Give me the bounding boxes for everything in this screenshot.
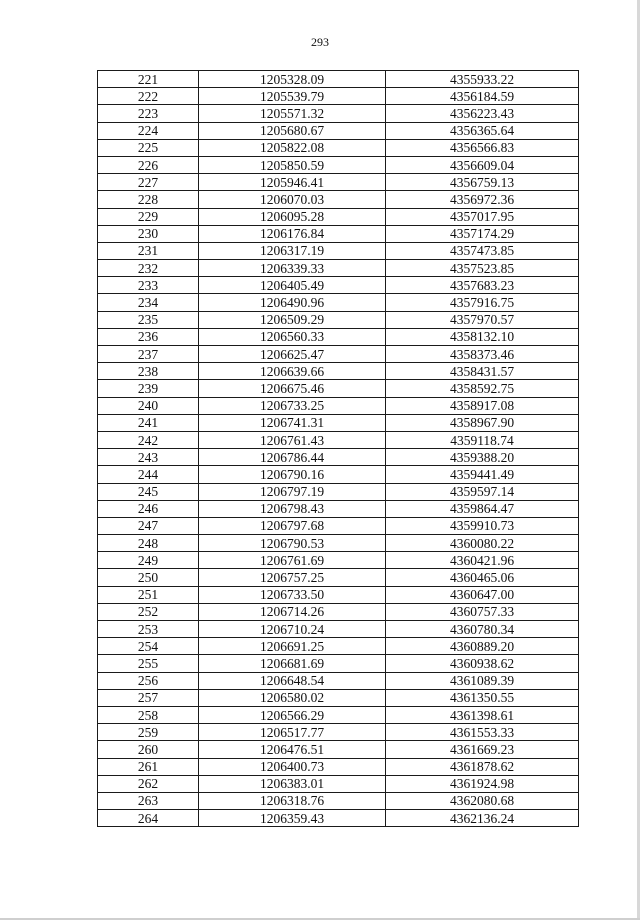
x-coordinate-cell: 1206797.68 [199,517,386,534]
table-row [98,311,579,328]
x-coordinate-cell: 1206317.19 [199,242,386,259]
point-number-cell: 255 [98,655,199,672]
x-coordinate-cell: 1206339.33 [199,260,386,277]
y-coordinate-cell: 4358373.46 [386,346,579,363]
point-number-cell: 239 [98,380,199,397]
y-coordinate-cell: 4357473.85 [386,242,579,259]
point-number-cell: 246 [98,500,199,517]
y-coordinate-cell: 4360647.00 [386,586,579,603]
point-number-cell: 233 [98,277,199,294]
table-row [98,139,579,156]
x-coordinate-cell: 1206797.19 [199,483,386,500]
table-row [98,569,579,586]
table-row [98,603,579,620]
y-coordinate-cell: 4359118.74 [386,431,579,448]
x-coordinate-cell: 1206761.43 [199,431,386,448]
table-row [98,105,579,122]
x-coordinate-cell: 1206566.29 [199,706,386,723]
y-coordinate-cell: 4359864.47 [386,500,579,517]
point-number-cell: 248 [98,535,199,552]
x-coordinate-cell: 1206733.25 [199,397,386,414]
x-coordinate-cell: 1205680.67 [199,122,386,139]
x-coordinate-cell: 1206490.96 [199,294,386,311]
y-coordinate-cell: 4360080.22 [386,535,579,552]
point-number-cell: 249 [98,552,199,569]
point-number-cell: 226 [98,156,199,173]
y-coordinate-cell: 4360465.06 [386,569,579,586]
x-coordinate-cell: 1206580.02 [199,689,386,706]
point-number-cell: 228 [98,191,199,208]
point-number-cell: 259 [98,724,199,741]
table-row [98,71,579,88]
point-number-cell: 241 [98,414,199,431]
point-number-cell: 240 [98,397,199,414]
point-number-cell: 243 [98,449,199,466]
y-coordinate-cell: 4356972.36 [386,191,579,208]
y-coordinate-cell: 4356365.64 [386,122,579,139]
x-coordinate-cell: 1206560.33 [199,328,386,345]
y-coordinate-cell: 4357683.23 [386,277,579,294]
table-row [98,414,579,431]
x-coordinate-cell: 1205539.79 [199,88,386,105]
point-number-cell: 261 [98,758,199,775]
x-coordinate-cell: 1206675.46 [199,380,386,397]
x-coordinate-cell: 1206176.84 [199,225,386,242]
y-coordinate-cell: 4356223.43 [386,105,579,122]
y-coordinate-cell: 4355933.22 [386,71,579,88]
point-number-cell: 227 [98,174,199,191]
point-number-cell: 224 [98,122,199,139]
table-row [98,741,579,758]
table-row [98,792,579,809]
x-coordinate-cell: 1206790.16 [199,466,386,483]
y-coordinate-cell: 4361089.39 [386,672,579,689]
y-coordinate-cell: 4359910.73 [386,517,579,534]
x-coordinate-cell: 1206639.66 [199,363,386,380]
point-number-cell: 232 [98,260,199,277]
y-coordinate-cell: 4356759.13 [386,174,579,191]
point-number-cell: 254 [98,638,199,655]
table-row [98,397,579,414]
y-coordinate-cell: 4358967.90 [386,414,579,431]
x-coordinate-cell: 1206070.03 [199,191,386,208]
y-coordinate-cell: 4358132.10 [386,328,579,345]
x-coordinate-cell: 1206359.43 [199,810,386,827]
x-coordinate-cell: 1205946.41 [199,174,386,191]
table-row [98,810,579,827]
point-number-cell: 235 [98,311,199,328]
point-number-cell: 251 [98,586,199,603]
table-row [98,242,579,259]
y-coordinate-cell: 4360889.20 [386,638,579,655]
x-coordinate-cell: 1206648.54 [199,672,386,689]
x-coordinate-cell: 1206798.43 [199,500,386,517]
table-row [98,449,579,466]
table-row [98,431,579,448]
y-coordinate-cell: 4359388.20 [386,449,579,466]
table-row [98,277,579,294]
point-number-cell: 222 [98,88,199,105]
x-coordinate-cell: 1206476.51 [199,741,386,758]
y-coordinate-cell: 4356609.04 [386,156,579,173]
x-coordinate-cell: 1206741.31 [199,414,386,431]
point-number-cell: 229 [98,208,199,225]
y-coordinate-cell: 4360421.96 [386,552,579,569]
point-number-cell: 234 [98,294,199,311]
x-coordinate-cell: 1205850.59 [199,156,386,173]
table-row [98,775,579,792]
y-coordinate-cell: 4362080.68 [386,792,579,809]
table-row [98,517,579,534]
y-coordinate-cell: 4359597.14 [386,483,579,500]
table-row [98,156,579,173]
point-number-cell: 252 [98,603,199,620]
point-number-cell: 263 [98,792,199,809]
y-coordinate-cell: 4357916.75 [386,294,579,311]
point-number-cell: 237 [98,346,199,363]
x-coordinate-cell: 1206318.76 [199,792,386,809]
table-row [98,724,579,741]
point-number-cell: 225 [98,139,199,156]
point-number-cell: 230 [98,225,199,242]
table-row [98,500,579,517]
coordinates-table [97,70,579,827]
x-coordinate-cell: 1206681.69 [199,655,386,672]
table-row [98,328,579,345]
point-number-cell: 256 [98,672,199,689]
page-number: 293 [311,35,329,49]
point-number-cell: 247 [98,517,199,534]
y-coordinate-cell: 4356566.83 [386,139,579,156]
y-coordinate-cell: 4357017.95 [386,208,579,225]
table-row [98,758,579,775]
table-row [98,483,579,500]
y-coordinate-cell: 4361878.62 [386,758,579,775]
table-row [98,208,579,225]
coordinates-table-body [98,71,579,827]
point-number-cell: 260 [98,741,199,758]
x-coordinate-cell: 1206509.29 [199,311,386,328]
y-coordinate-cell: 4361669.23 [386,741,579,758]
point-number-cell: 244 [98,466,199,483]
x-coordinate-cell: 1206383.01 [199,775,386,792]
table-row [98,621,579,638]
point-number-cell: 253 [98,621,199,638]
table-row [98,638,579,655]
y-coordinate-cell: 4361553.33 [386,724,579,741]
table-row [98,191,579,208]
y-coordinate-cell: 4359441.49 [386,466,579,483]
x-coordinate-cell: 1206400.73 [199,758,386,775]
point-number-cell: 236 [98,328,199,345]
point-number-cell: 257 [98,689,199,706]
y-coordinate-cell: 4356184.59 [386,88,579,105]
x-coordinate-cell: 1206517.77 [199,724,386,741]
x-coordinate-cell: 1206714.26 [199,603,386,620]
table-row [98,586,579,603]
point-number-cell: 221 [98,71,199,88]
y-coordinate-cell: 4357970.57 [386,311,579,328]
x-coordinate-cell: 1206757.25 [199,569,386,586]
y-coordinate-cell: 4360938.62 [386,655,579,672]
x-coordinate-cell: 1206761.69 [199,552,386,569]
table-row [98,88,579,105]
table-row [98,672,579,689]
y-coordinate-cell: 4360780.34 [386,621,579,638]
y-coordinate-cell: 4361924.98 [386,775,579,792]
x-coordinate-cell: 1206790.53 [199,535,386,552]
table-row [98,689,579,706]
point-number-cell: 258 [98,706,199,723]
point-number-cell: 250 [98,569,199,586]
y-coordinate-cell: 4360757.33 [386,603,579,620]
point-number-cell: 242 [98,431,199,448]
table-row [98,655,579,672]
x-coordinate-cell: 1206733.50 [199,586,386,603]
point-number-cell: 223 [98,105,199,122]
point-number-cell: 231 [98,242,199,259]
x-coordinate-cell: 1206095.28 [199,208,386,225]
y-coordinate-cell: 4361350.55 [386,689,579,706]
y-coordinate-cell: 4358917.08 [386,397,579,414]
y-coordinate-cell: 4357523.85 [386,260,579,277]
table-row [98,294,579,311]
x-coordinate-cell: 1206786.44 [199,449,386,466]
point-number-cell: 238 [98,363,199,380]
point-number-cell: 262 [98,775,199,792]
x-coordinate-cell: 1205822.08 [199,139,386,156]
table-row [98,380,579,397]
y-coordinate-cell: 4358431.57 [386,363,579,380]
table-row [98,225,579,242]
table-row [98,260,579,277]
y-coordinate-cell: 4358592.75 [386,380,579,397]
table-row [98,122,579,139]
table-row [98,552,579,569]
y-coordinate-cell: 4357174.29 [386,225,579,242]
x-coordinate-cell: 1205571.32 [199,105,386,122]
x-coordinate-cell: 1206691.25 [199,638,386,655]
table-row [98,346,579,363]
table-row [98,363,579,380]
table-row [98,466,579,483]
point-number-cell: 264 [98,810,199,827]
x-coordinate-cell: 1205328.09 [199,71,386,88]
table-row [98,535,579,552]
x-coordinate-cell: 1206710.24 [199,621,386,638]
point-number-cell: 245 [98,483,199,500]
table-row [98,174,579,191]
x-coordinate-cell: 1206405.49 [199,277,386,294]
table-row [98,706,579,723]
y-coordinate-cell: 4362136.24 [386,810,579,827]
y-coordinate-cell: 4361398.61 [386,706,579,723]
x-coordinate-cell: 1206625.47 [199,346,386,363]
